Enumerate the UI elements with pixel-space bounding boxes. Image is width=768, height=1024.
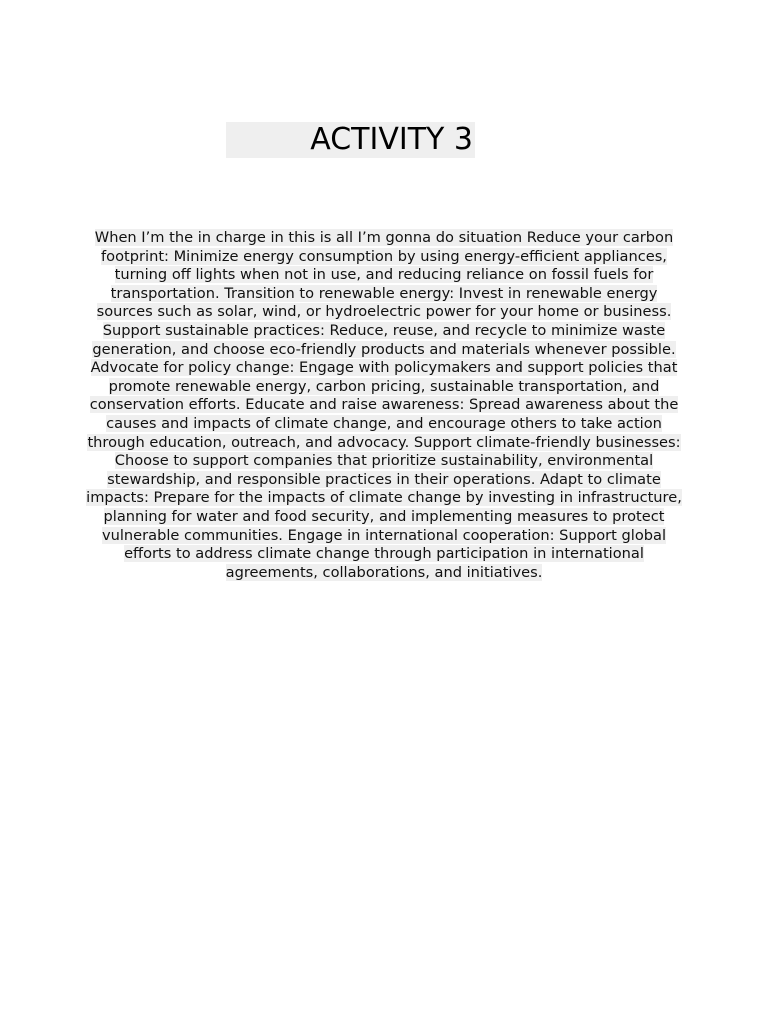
title-highlight <box>226 122 475 158</box>
body-text: When I’m the in charge in this is all I’m gonna do situation Reduce your carbon footprint: Minimize energy consumption by using energy-efficient appliances, turning off lights when not in use, and reducing reliance on fossil fuels for transportation. Transition to renewable energy: Invest in renewable energy sources such as solar, wind, or hydroelectric power for your home or business. Support sustainable practices: Reduce, reuse, and recycle to minimize waste generation, and choose eco-friendly products and materials whenever possible. Advocate for policy change: Engage with policymakers and support policies that promote renewable energy, carbon pricing, sustainable transportation, and conservation efforts. Educate and raise awareness: Spread awareness about the causes and impacts of climate change, and encourage others to take action through education, outreach, and advocacy. Support climate-friendly businesses: Choose to support companies that prioritize sustainability, environmental stewardship, and responsible practices in their operations. Adapt to climate impacts: Prepare for the impacts of climate change by investing in infrastructure, planning for water and food security, and implementing measures to protect vulnerable communities. Engage in international cooperation: Support global efforts to address climate change through participation in international agreements, collaborations, and initiatives. <box>86 229 682 581</box>
body-paragraph <box>84 229 684 582</box>
page-title: ACTIVITY 3 <box>310 122 473 157</box>
